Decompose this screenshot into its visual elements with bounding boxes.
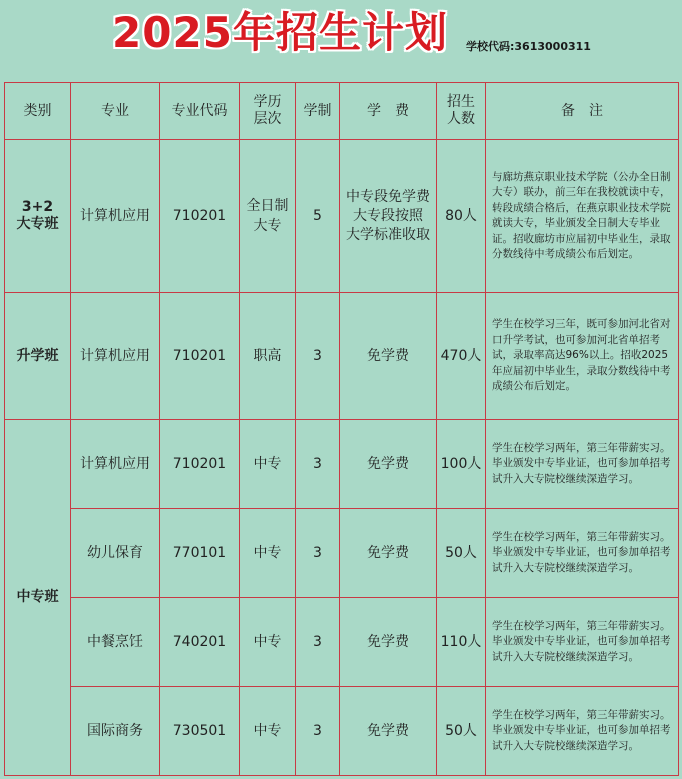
major-cell: 计算机应用 — [71, 140, 160, 293]
code-cell: 710201 — [160, 140, 240, 293]
remark-cell: 学生在校学习两年，第三年带薪实习。毕业颁发中专毕业证，也可参加单招考试升入大专院校继续深造学习。 — [486, 509, 679, 598]
tuition-cell: 免学费 — [340, 509, 437, 598]
enroll-cell: 80人 — [437, 140, 486, 293]
tuition-cell: 中专段免学费 大专段按照 大学标准收取 — [340, 140, 437, 293]
tuition-cell: 免学费 — [340, 420, 437, 509]
duration-cell: 5 — [296, 140, 340, 293]
remark-cell: 学生在校学习两年，第三年带薪实习。毕业颁发中专毕业证，也可参加单招考试升入大专院校继续深造学习。 — [486, 687, 679, 776]
table-row — [5, 293, 679, 420]
header-enroll: 招生 人数 — [437, 83, 486, 140]
table-row — [5, 687, 679, 776]
table-row — [5, 420, 679, 509]
header-tuition: 学 费 — [340, 83, 437, 140]
major-cell: 幼儿保育 — [71, 509, 160, 598]
level-cell: 中专 — [240, 420, 296, 509]
category-cell: 升学班 — [5, 293, 71, 420]
remark-cell: 学生在校学习两年，第三年带薪实习。毕业颁发中专毕业证，也可参加单招考试升入大专院校继续深造学习。 — [486, 598, 679, 687]
duration-cell: 3 — [296, 509, 340, 598]
level-cell: 中专 — [240, 598, 296, 687]
tuition-cell: 免学费 — [340, 687, 437, 776]
table-row — [5, 509, 679, 598]
school-code: 学校代码:3613000311 — [466, 40, 591, 53]
code-cell: 740201 — [160, 598, 240, 687]
duration-cell: 3 — [296, 687, 340, 776]
category-cell: 3+2 大专班 — [5, 140, 71, 293]
enrollment-table — [4, 82, 679, 776]
code-cell: 710201 — [160, 420, 240, 509]
duration-cell: 3 — [296, 293, 340, 420]
level-cell: 全日制 大专 — [240, 140, 296, 293]
code-cell: 710201 — [160, 293, 240, 420]
tuition-cell: 免学费 — [340, 598, 437, 687]
table-row — [5, 598, 679, 687]
header-level: 学历 层次 — [240, 83, 296, 140]
duration-cell: 3 — [296, 598, 340, 687]
header-remarks: 备 注 — [486, 83, 679, 140]
code-cell: 730501 — [160, 687, 240, 776]
enroll-cell: 50人 — [437, 509, 486, 598]
level-cell: 职高 — [240, 293, 296, 420]
header-duration: 学制 — [296, 83, 340, 140]
major-cell: 国际商务 — [71, 687, 160, 776]
level-cell: 中专 — [240, 687, 296, 776]
tuition-cell: 免学费 — [340, 293, 437, 420]
page-title: 2025年招生计划 — [112, 8, 448, 57]
header-code: 专业代码 — [160, 83, 240, 140]
duration-cell: 3 — [296, 420, 340, 509]
remark-cell: 与廊坊燕京职业技术学院（公办全日制大专）联办，前三年在我校就读中专，转段成绩合格后，在燕京职业技术学院就读大专，毕业颁发全日制大专毕业证。招收廊坊市应届初中毕业生，录取分数线待中考成绩公布后划定。 — [486, 140, 679, 293]
enroll-cell: 470人 — [437, 293, 486, 420]
major-cell: 计算机应用 — [71, 293, 160, 420]
enroll-cell: 100人 — [437, 420, 486, 509]
category-cell: 中专班 — [5, 420, 71, 776]
major-cell: 计算机应用 — [71, 420, 160, 509]
table-header-row — [5, 83, 679, 140]
enroll-cell: 110人 — [437, 598, 486, 687]
level-cell: 中专 — [240, 509, 296, 598]
header-category: 类别 — [5, 83, 71, 140]
remark-cell: 学生在校学习两年，第三年带薪实习。毕业颁发中专毕业证，也可参加单招考试升入大专院校继续深造学习。 — [486, 420, 679, 509]
code-cell: 770101 — [160, 509, 240, 598]
header-major: 专业 — [71, 83, 160, 140]
remark-cell: 学生在校学习三年，既可参加河北省对口升学考试，也可参加河北省单招考试，录取率高达96%以上。招收2025年应届初中毕业生，录取分数线待中考成绩公布后划定。 — [486, 293, 679, 420]
table-row — [5, 140, 679, 293]
major-cell: 中餐烹饪 — [71, 598, 160, 687]
enroll-cell: 50人 — [437, 687, 486, 776]
